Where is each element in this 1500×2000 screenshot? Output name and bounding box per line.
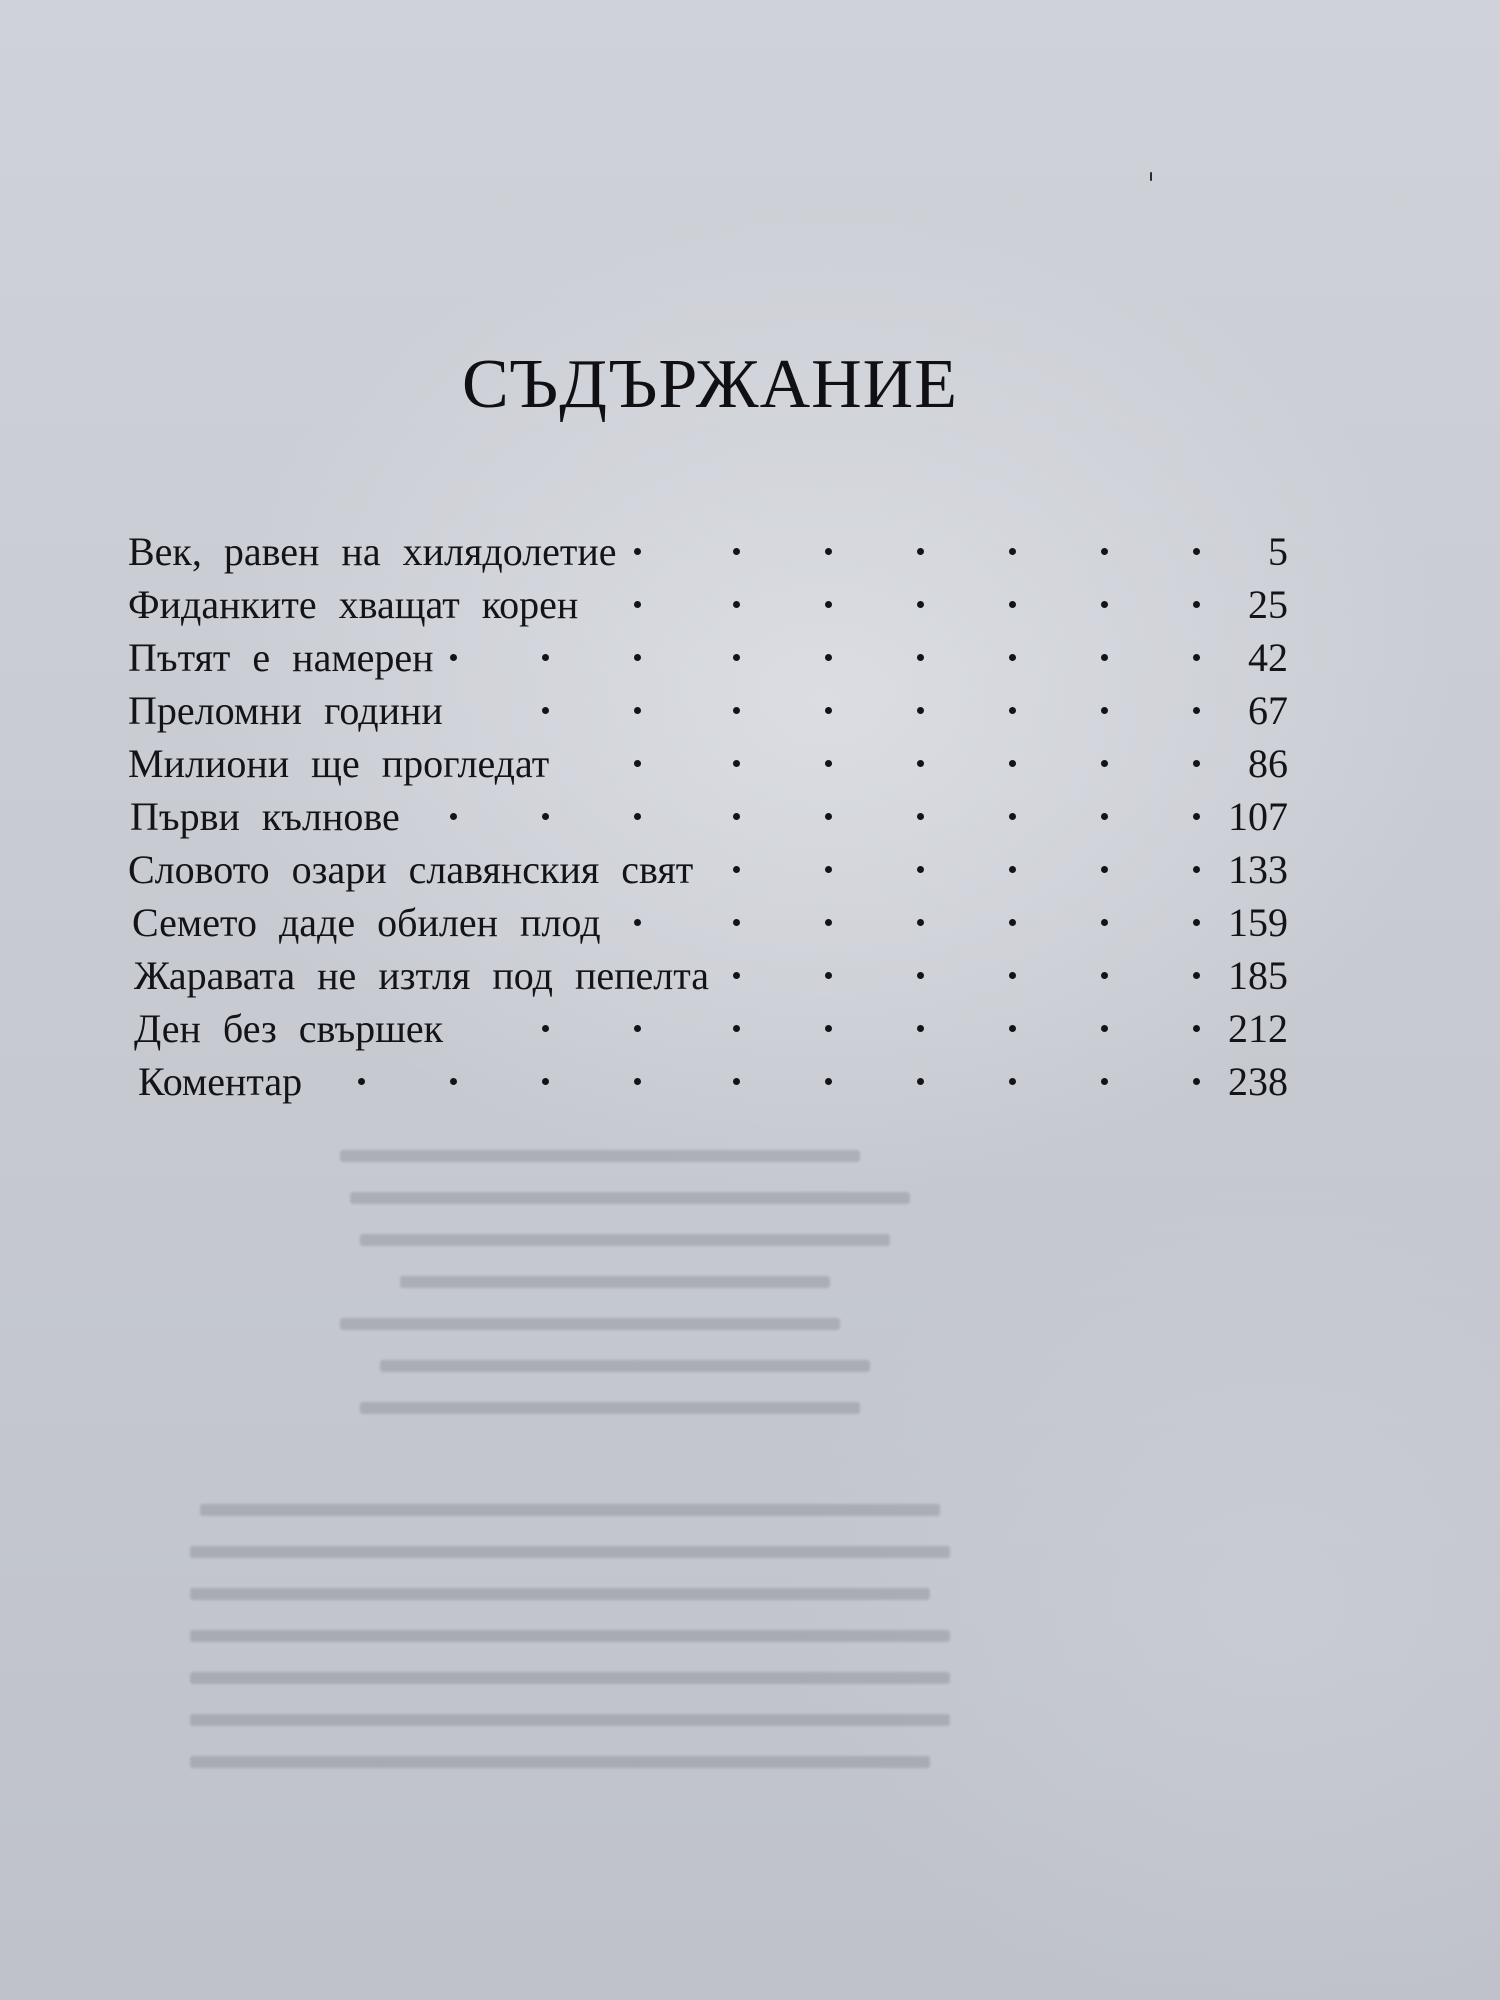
leader-dot — [825, 1025, 832, 1032]
leader-dot — [825, 972, 832, 979]
leader-dot — [1193, 654, 1200, 661]
leader-dot — [1009, 760, 1016, 767]
leader-dot — [542, 654, 549, 661]
toc-entry — [128, 740, 1288, 793]
toc-entry-title: Преломни години — [128, 688, 443, 733]
leader-dot — [1193, 548, 1200, 555]
leader-dot — [634, 1078, 641, 1085]
leader-dot — [1193, 1078, 1200, 1085]
leader-dot — [917, 707, 924, 714]
dot-leader — [128, 952, 1288, 1005]
leader-dot — [825, 1078, 832, 1085]
table-of-contents — [128, 528, 1288, 1111]
leader-dot — [1193, 866, 1200, 873]
toc-entry-title: Фиданките хващат корен — [128, 582, 579, 627]
toc-entry-page: 159 — [1228, 900, 1288, 945]
dot-leader — [128, 528, 1288, 581]
leader-dot — [733, 654, 740, 661]
toc-entry-page: 185 — [1228, 953, 1288, 998]
toc-entry-page: 42 — [1248, 635, 1288, 680]
dot-leader — [128, 846, 1288, 899]
toc-entry — [128, 1058, 1288, 1111]
leader-dot — [634, 919, 641, 926]
leader-dot — [825, 707, 832, 714]
leader-dot — [917, 760, 924, 767]
dot-leader — [128, 581, 1288, 634]
leader-dot — [825, 601, 832, 608]
leader-dot — [1101, 654, 1108, 661]
toc-entry-page: 25 — [1248, 582, 1288, 627]
leader-dot — [634, 654, 641, 661]
leader-dot — [1101, 866, 1108, 873]
leader-dot — [1009, 813, 1016, 820]
leader-dot — [1101, 760, 1108, 767]
toc-entry-page: 107 — [1228, 794, 1288, 839]
leader-dot — [1101, 601, 1108, 608]
dot-leader — [128, 687, 1288, 740]
leader-dot — [542, 813, 549, 820]
dot-leader — [128, 899, 1288, 952]
toc-entry — [128, 952, 1288, 1005]
toc-entry-page: 212 — [1228, 1006, 1288, 1051]
leader-dot — [542, 1025, 549, 1032]
leader-dot — [825, 548, 832, 555]
leader-dot — [358, 1078, 365, 1085]
toc-entry-title: Първи кълнове — [130, 794, 400, 839]
toc-entry-page: 238 — [1228, 1059, 1288, 1104]
leader-dot — [634, 601, 641, 608]
leader-dot — [1193, 972, 1200, 979]
leader-dot — [917, 1025, 924, 1032]
toc-entry — [128, 846, 1288, 899]
toc-entry-title: Пътят е намерен — [128, 635, 434, 680]
leader-dot — [1193, 601, 1200, 608]
leader-dot — [634, 548, 641, 555]
leader-dot — [917, 1078, 924, 1085]
toc-entry-page: 133 — [1228, 847, 1288, 892]
page-title: СЪДЪРЖАНИЕ — [462, 346, 958, 423]
leader-dot — [733, 760, 740, 767]
leader-dot — [1193, 1025, 1200, 1032]
dot-leader — [128, 1005, 1288, 1058]
dot-leader — [128, 793, 1288, 846]
leader-dot — [542, 707, 549, 714]
leader-dot — [733, 601, 740, 608]
leader-dot — [634, 1025, 641, 1032]
leader-dot — [1101, 707, 1108, 714]
toc-entry-title: Милиони ще прогледат — [128, 741, 550, 786]
bleed-through-text — [340, 1150, 1140, 1970]
leader-dot — [1193, 919, 1200, 926]
leader-dot — [1009, 1078, 1016, 1085]
leader-dot — [733, 866, 740, 873]
leader-dot — [917, 548, 924, 555]
leader-dot — [733, 1078, 740, 1085]
toc-entry-title: Век, равен на хилядолетие — [128, 529, 617, 574]
leader-dot — [733, 972, 740, 979]
toc-entry-title: Коментар — [138, 1059, 303, 1104]
leader-dot — [733, 707, 740, 714]
toc-entry — [128, 528, 1288, 581]
dot-leader — [128, 634, 1288, 687]
leader-dot — [917, 813, 924, 820]
leader-dot — [1101, 919, 1108, 926]
leader-dot — [1009, 654, 1016, 661]
leader-dot — [634, 813, 641, 820]
leader-dot — [1009, 601, 1016, 608]
toc-entry — [128, 687, 1288, 740]
toc-entry — [128, 1005, 1288, 1058]
leader-dot — [1009, 1025, 1016, 1032]
leader-dot — [1101, 1025, 1108, 1032]
toc-entry-title: Семето даде обилен плод — [132, 900, 601, 945]
leader-dot — [542, 1078, 549, 1085]
leader-dot — [917, 866, 924, 873]
leader-dot — [825, 760, 832, 767]
toc-entry — [128, 581, 1288, 634]
leader-dot — [1101, 1078, 1108, 1085]
leader-dot — [733, 1025, 740, 1032]
dot-leader — [128, 740, 1288, 793]
dot-leader — [128, 1058, 1288, 1111]
toc-entry-page: 5 — [1268, 529, 1288, 574]
toc-entry — [128, 793, 1288, 846]
toc-entry-title: Жаравата не изтля под пепелта — [134, 953, 709, 998]
toc-entry-page: 67 — [1248, 688, 1288, 733]
toc-entry — [128, 899, 1288, 952]
leader-dot — [1009, 866, 1016, 873]
leader-dot — [1193, 813, 1200, 820]
leader-dot — [917, 972, 924, 979]
leader-dot — [1101, 813, 1108, 820]
leader-dot — [917, 919, 924, 926]
toc-entry-title: Ден без свършек — [134, 1006, 444, 1051]
leader-dot — [917, 601, 924, 608]
toc-entry-title: Словото озари славянския свят — [128, 847, 694, 892]
leader-dot — [450, 654, 457, 661]
ink-mark — [1150, 172, 1152, 181]
leader-dot — [1101, 548, 1108, 555]
leader-dot — [1193, 760, 1200, 767]
leader-dot — [825, 866, 832, 873]
leader-dot — [1009, 548, 1016, 555]
leader-dot — [825, 654, 832, 661]
leader-dot — [1009, 972, 1016, 979]
leader-dot — [1009, 707, 1016, 714]
leader-dot — [917, 654, 924, 661]
leader-dot — [733, 548, 740, 555]
leader-dot — [634, 707, 641, 714]
leader-dot — [825, 919, 832, 926]
leader-dot — [825, 813, 832, 820]
leader-dot — [1009, 919, 1016, 926]
leader-dot — [733, 919, 740, 926]
leader-dot — [634, 760, 641, 767]
toc-entry — [128, 634, 1288, 687]
leader-dot — [1101, 972, 1108, 979]
leader-dot — [1193, 707, 1200, 714]
leader-dot — [450, 813, 457, 820]
leader-dot — [450, 1078, 457, 1085]
leader-dot — [733, 813, 740, 820]
toc-entry-page: 86 — [1248, 741, 1288, 786]
